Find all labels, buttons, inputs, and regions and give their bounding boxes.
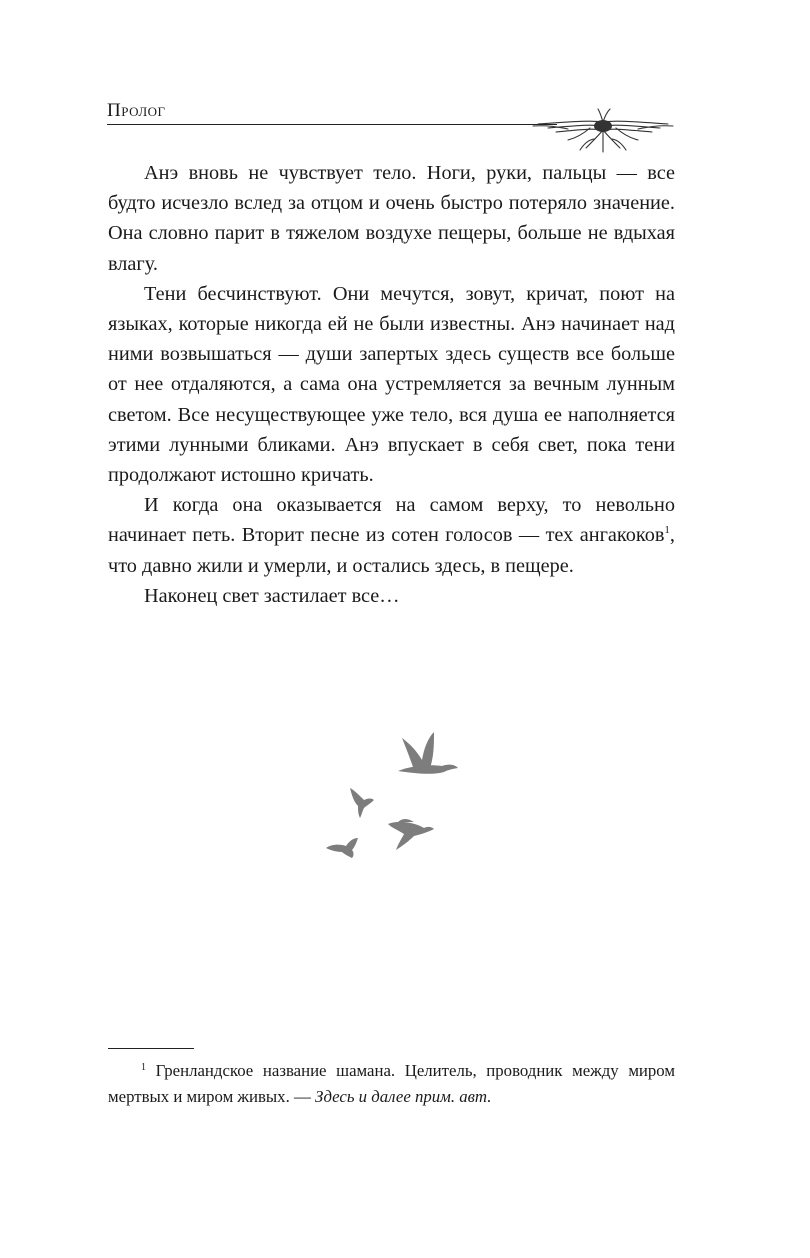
header-rule: [107, 124, 557, 125]
footnote-text: Гренландское название шамана. Целитель, проводник между миром мертвых и миром живых. —: [108, 1061, 675, 1106]
paragraph: Тени бесчинствуют. Они мечутся, зовут, кричат, поют на языках, которые никогда ей не были известны. Анэ начинает над ними возвышаться — души запертых здесь существ все больше от нее отдаляются, а сама она устремляется за вечным лунным светом. Все несуществующее уже тело, вся душа ее наполняется этими лунными бликами. Анэ впускает в себя свет, пока тени продолжают истошно кричать.: [108, 282, 675, 487]
paragraph: Анэ вновь не чувствует тело. Ноги, руки, пальцы — все будто исчезло вслед за отцом и очень быстро потеряло значение. Она словно парит в тяжелом воздухе пещеры, больше не вдыхая влагу.: [108, 162, 675, 275]
raven-wing-icon: [398, 819, 414, 822]
flying-ravens-icon: [318, 726, 468, 866]
footnote-paragraph: [108, 1058, 675, 1109]
paragraph: [108, 490, 675, 581]
paragraph-text: , что давно жили и умерли, и остались здесь, в пещере.: [108, 524, 675, 577]
raven-icon: [350, 788, 374, 818]
footnote-attribution: Здесь и далее прим. авт.: [314, 1086, 492, 1106]
tree-roots-ornament-icon: [528, 108, 676, 154]
footnote: [108, 1058, 675, 1109]
paragraph-text: И когда она оказывается на самом верху, то невольно начинает петь. Вторит песне из сотен голосов — тех ангакоков: [108, 494, 675, 547]
running-title: Пролог: [107, 100, 166, 121]
raven-icon: [326, 838, 358, 858]
footnote-rule: [108, 1048, 194, 1049]
body-text: [108, 158, 675, 611]
raven-wing-icon: [402, 732, 434, 770]
raven-icon: [388, 822, 434, 850]
footnote-reference[interactable]: 1: [664, 524, 670, 537]
footnote-mark: 1: [141, 1062, 146, 1073]
paragraph: Наконец свет застилает все…: [144, 584, 400, 607]
